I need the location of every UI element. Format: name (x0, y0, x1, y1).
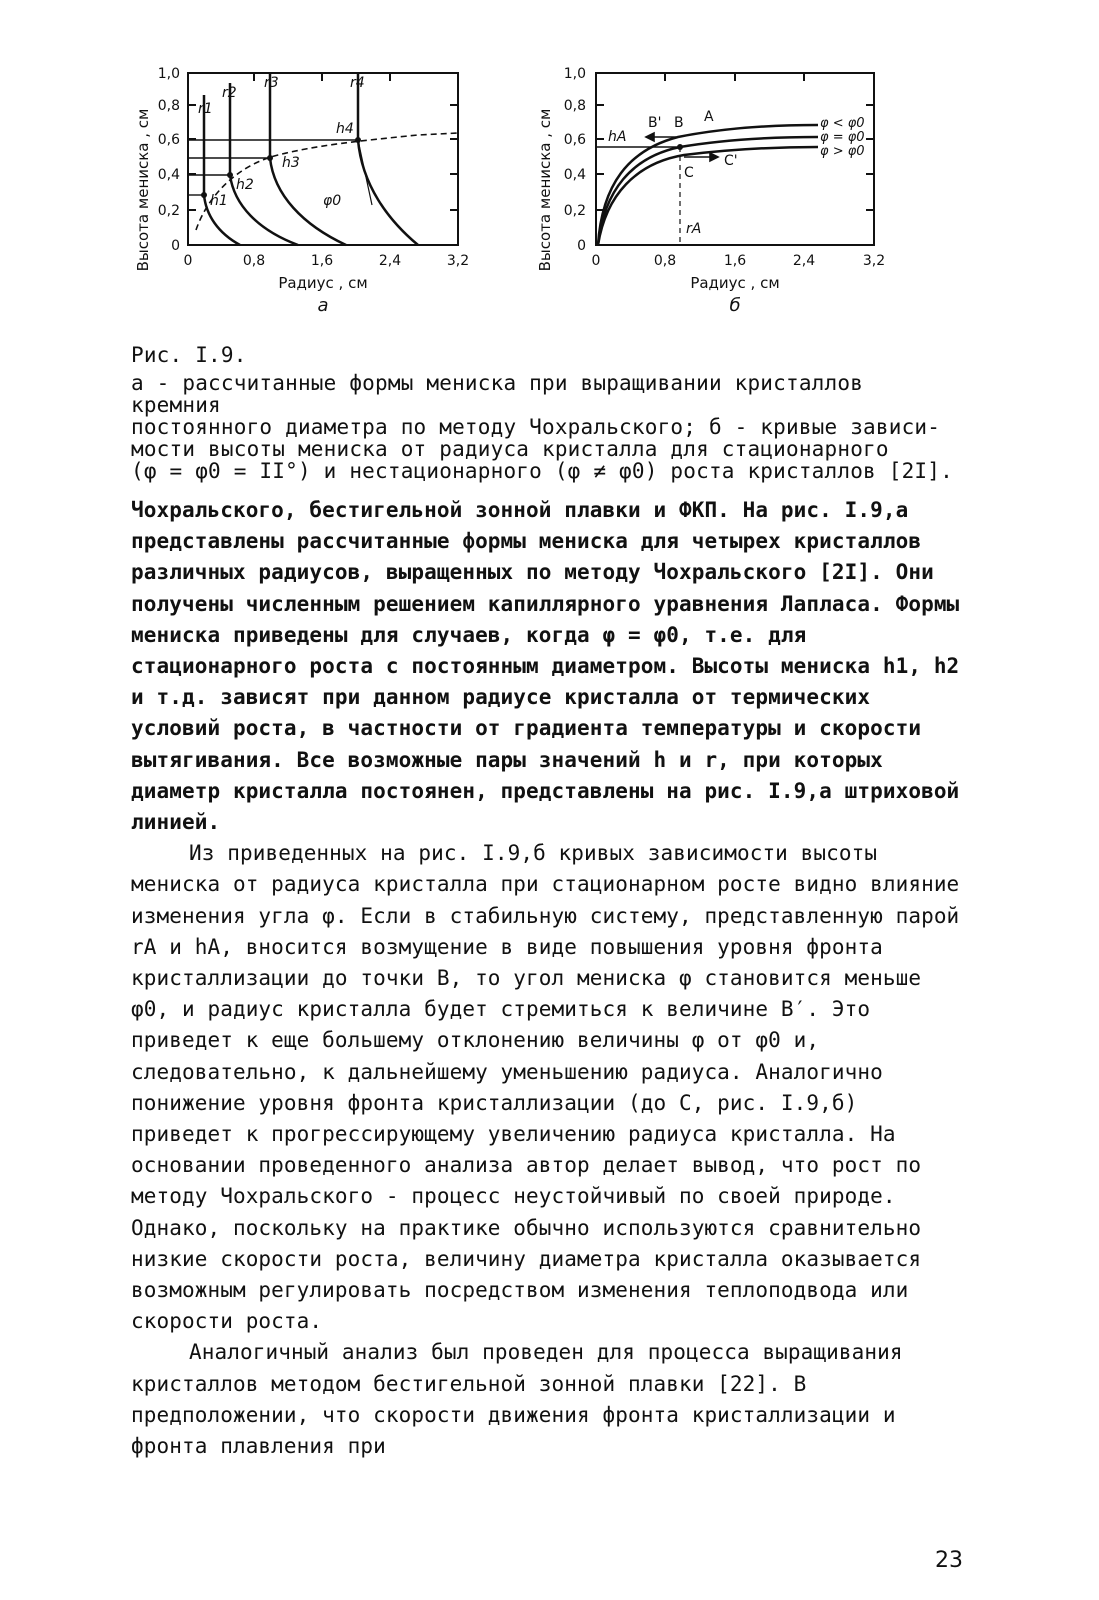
height-label-h3: h3 (282, 155, 300, 171)
figure-caption (131, 344, 961, 482)
height-label-h2: h2 (236, 177, 254, 193)
fig-b-xtick-0: 0 (591, 253, 601, 269)
point-label-a: A (704, 109, 714, 125)
fig-a-x-axis-label: Радиус , см (278, 274, 368, 292)
curve-label-r4: r4 (350, 75, 365, 91)
fig-a-ytick-2: 0,4 (157, 167, 180, 183)
fig-b-xtick-2: 1,6 (723, 253, 747, 269)
point-label-rA: rA (686, 221, 702, 237)
angle-label-phi0: φ0 (323, 193, 342, 209)
height-label-h4: h4 (336, 121, 354, 137)
fig-a-ytick-1: 0,2 (157, 203, 180, 219)
legend-phi-greater: φ > φ0 (820, 144, 865, 159)
paragraph-3: Аналогичный анализ был проведен для процесса выращивания кристаллов методом бестигельной зонной плавки [22]. В предположении, что скорости движения фронта кристаллизации и фронта плавления при (131, 1340, 903, 1459)
fig-b-ytick-5: 1,0 (563, 66, 586, 82)
fig-b-y-axis-label: Высота мениска , см (536, 108, 554, 272)
fig-a-ytick-3: 0,6 (157, 132, 180, 148)
legend-phi-less: φ < φ0 (820, 116, 865, 131)
fig-a-ytick-4: 0,8 (157, 98, 180, 114)
fig-a-ytick-5: 1,0 (157, 66, 180, 82)
fig-b-ytick-0: 0 (577, 238, 586, 254)
fig-a-panel-letter: а (317, 295, 329, 316)
point-label-c: C (684, 165, 694, 181)
figure-b-plot (528, 55, 908, 340)
fig-a-xtick-1: 0,8 (242, 253, 266, 269)
fig-b-ytick-1: 0,2 (563, 203, 586, 219)
caption-line: мости высоты мениска от радиуса кристалла для стационарного (131, 437, 889, 461)
point-label-b: B (674, 115, 684, 131)
point-label-hA: hA (608, 129, 627, 145)
paragraph-1: Чохральского, бестигельной зонной плавки и ФКП. На рис. I.9,а представлены рассчитанные формы мениска для четырех кристаллов различных радиусов, выращенных по методу Чохральского [2I]. Они получены численным решением капиллярного уравнения Лапласа. Формы мениска приведены для случаев, когда φ = φ0, т.е. для стационарного роста с постоянным диаметром. Высоты мениска h1, h2 и т.д. зависят при данном радиусе кристалла от термических условий роста, в частности от градиента температуры и скорости вытягивания. Все возможные пары значений h и r, при которых диаметр кристалла постоянен, представлены на рис. I.9,а штриховой линией. (131, 498, 960, 835)
fig-b-panel-letter: б (729, 295, 741, 316)
point-label-b-prime: B' (648, 115, 662, 131)
fig-a-y-axis-label: Высота мениска , см (134, 108, 152, 272)
caption-line: (φ = φ0 = II°) и нестационарного (φ ≠ φ0) роста кристаллов [2I]. (131, 459, 953, 483)
fig-b-ytick-3: 0,6 (563, 132, 586, 148)
page-number: 23 (935, 1548, 963, 1573)
figure-b (528, 55, 908, 340)
fig-a-xtick-3: 2,4 (378, 253, 402, 269)
height-label-h1: h1 (210, 193, 228, 209)
paragraph-2: Из приведенных на рис. I.9,б кривых зависимости высоты мениска от радиуса кристалла при стационарном росте видно влияние изменения угла φ. Если в стабильную систему, представленную парой rA и hA, вносится возмущение в виде повышения уровня фронта кристаллизации до точки В, то угол мениска φ становится меньше φ0, и радиус кристалла будет стремиться к величине В′. Это приведет к еще большему отклонению величины φ от φ0 и, следовательно, к дальнейшему уменьшению радиуса. Аналогично понижение уровня фронта кристаллизации (до С, рис. I.9,б) приведет к прогрессирующему увеличению радиуса кристалла. На основании проведенного анализа автор делает вывод, что рост по методу Чохральского - процесс неустойчивый по своей природе. Однако, поскольку на практике обычно используются сравнительно низкие скорости роста, величину диаметра кристалла оказывается возможным регулировать посредством изменения теплоподвода или скорости роста. (131, 841, 960, 1334)
curve-label-r1: r1 (198, 101, 213, 117)
point-label-c-prime: C' (724, 153, 738, 169)
fig-b-xtick-4: 3,2 (862, 253, 886, 269)
fig-b-ytick-4: 0,8 (563, 98, 586, 114)
fig-a-xtick-0: 0 (183, 253, 193, 269)
curve-label-r3: r3 (264, 75, 279, 91)
caption-line: а - рассчитанные формы мениска при выращивании кристаллов кремния (131, 371, 864, 417)
caption-label: Рис. I.9. (131, 343, 247, 367)
figure-a-plot (118, 55, 498, 340)
fig-b-xtick-1: 0,8 (653, 253, 677, 269)
curve-label-r2: r2 (222, 85, 237, 101)
fig-a-xtick-4: 3,2 (446, 253, 470, 269)
fig-a-xtick-2: 1,6 (310, 253, 334, 269)
fig-b-xtick-3: 2,4 (792, 253, 816, 269)
caption-line: постоянного диаметра по методу Чохральского; б - кривые зависи- (131, 415, 941, 439)
fig-b-x-axis-label: Радиус , см (690, 274, 780, 292)
legend-phi-equal: φ = φ0 (820, 130, 865, 145)
fig-b-ytick-2: 0,4 (563, 167, 586, 183)
fig-a-ytick-0: 0 (171, 238, 180, 254)
body-text (131, 495, 971, 1462)
figure-a (118, 55, 498, 340)
